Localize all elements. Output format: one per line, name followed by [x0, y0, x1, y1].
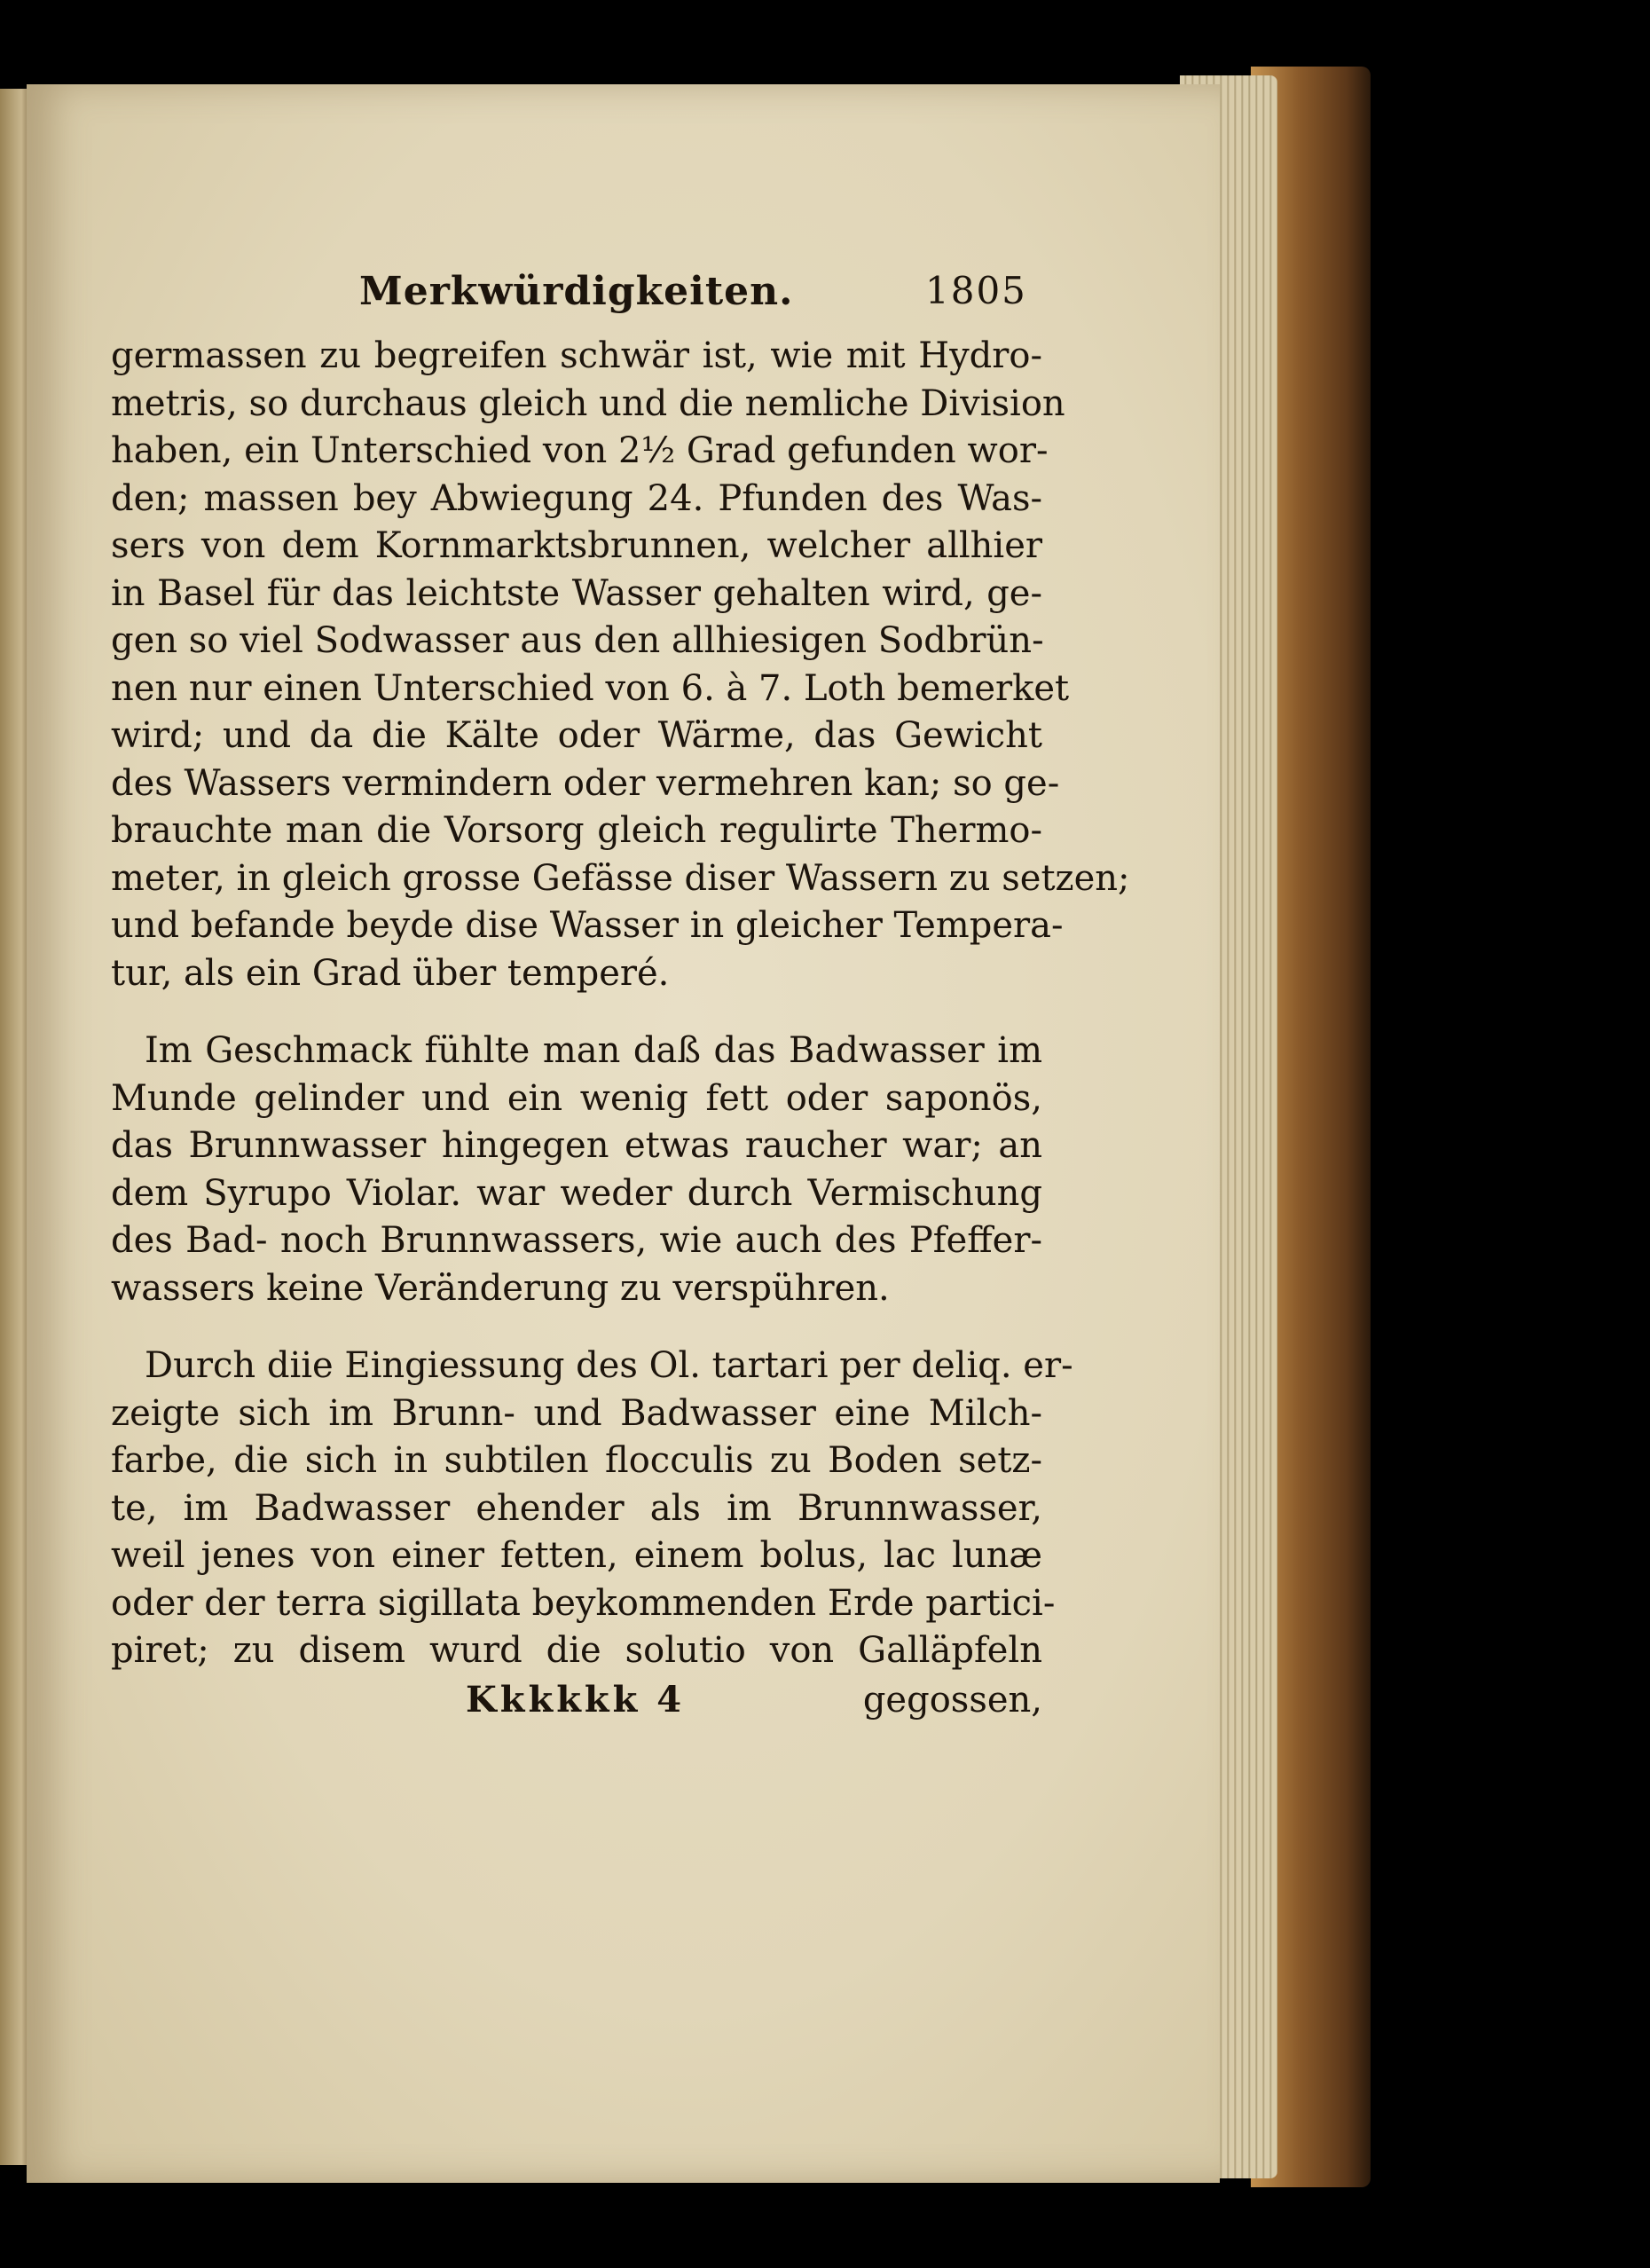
paragraph-2 — [111, 1028, 1042, 1312]
text-line: meter, in gleich grosse Gefässe diser Wassern zu setzen; — [111, 857, 1130, 899]
running-head-title: Merkwürdigkeiten. — [359, 269, 794, 314]
text-line: und befande beyde dise Wasser in gleicher Tempera- — [111, 905, 1064, 946]
text-line: brauchte man die Vorsorg gleich regulirte Thermo- — [111, 810, 1042, 851]
text-line: wird; und da die Kälte oder Wärme, das Gewicht — [111, 715, 1042, 756]
text-line: Munde gelinder und ein wenig fett oder saponös, — [111, 1077, 1042, 1119]
footer-line — [111, 1675, 1042, 1725]
text-line: nen nur einen Unterschied von 6. à 7. Loth bemerket — [111, 667, 1070, 709]
text-line: des Wassers vermindern oder vermehren kan; so ge- — [111, 762, 1060, 804]
text-line: te, im Badwasser ehender als im Brunnwasser, — [111, 1487, 1042, 1529]
text-line: tur, als ein Grad über temperé. — [111, 952, 670, 994]
paragraph-3 — [111, 1343, 1073, 1675]
text-line: haben, ein Unterschied von 2½ Grad gefunden wor- — [111, 430, 1049, 471]
text-line: des Bad- noch Brunnwassers, wie auch des Pfeffer- — [111, 1220, 1042, 1261]
page-number: 1805 — [925, 269, 1027, 312]
text-line: farbe, die sich in subtilen flocculis zu Boden setz- — [111, 1440, 1042, 1481]
text-line: das Brunnwasser hingegen etwas raucher war; an — [111, 1125, 1042, 1166]
text-line: zeigte sich im Brunn- und Badwasser eine Milch- — [111, 1392, 1042, 1434]
text-line: metris, so durchaus gleich und die nemliche Division — [111, 382, 1065, 424]
text-line: Im Geschmack fühlte man daß das Badwasser im — [145, 1030, 1042, 1071]
signature-mark: Kkkkkk 4 — [466, 1678, 686, 1721]
text-line: in Basel für das leichtste Wasser gehalten wird, ge- — [111, 572, 1042, 614]
text-line: den; massen bey Abwiegung 24. Pfunden des Was- — [111, 477, 1042, 519]
paragraph-1 — [111, 333, 1130, 997]
text-line: gen so viel Sodwasser aus den allhiesigen Sodbrün- — [111, 620, 1044, 661]
catchword: gegossen, — [862, 1679, 1042, 1721]
text-line: Durch diie Eingiessung des Ol. tartari per deliq. er- — [145, 1345, 1073, 1386]
book-page — [27, 84, 1220, 2183]
text-line: oder der terra sigillata beykommenden Erde partici- — [111, 1582, 1056, 1624]
text-line: wassers keine Veränderung zu verspühren. — [111, 1267, 890, 1309]
text-line: sers von dem Kornmarktsbrunnen, welcher allhier — [111, 525, 1042, 566]
text-line: dem Syrupo Violar. war weder durch Vermischung — [111, 1172, 1042, 1214]
page-content — [111, 262, 1130, 1725]
text-line: piret; zu disem wurd die solutio von Galläpfeln — [111, 1630, 1042, 1671]
text-line: weil jenes von einer fetten, einem bolus, lac lunæ — [111, 1535, 1042, 1576]
running-head — [111, 262, 1042, 333]
text-line: germassen zu begreifen schwär ist, wie mit Hydro- — [111, 335, 1042, 376]
